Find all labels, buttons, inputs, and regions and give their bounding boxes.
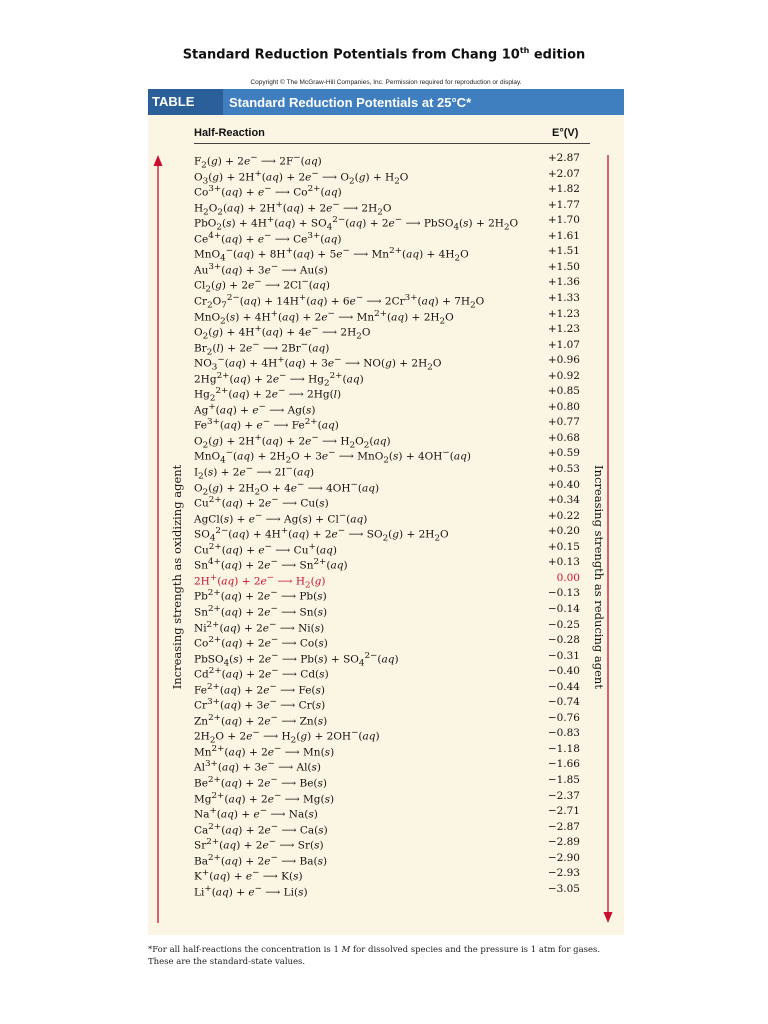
- half-reaction-row: [0, 757, 768, 773]
- half-reaction-row: [0, 680, 768, 696]
- half-reaction-equation: $Co^{2+}(aq) + 2e^-$ ⟶ Co(s): [194, 635, 328, 650]
- half-reaction-equation: $O_2(g) + 2H_2O + 4e^-$ ⟶ 4OH−(aq): [194, 479, 380, 498]
- half-reaction-row: [0, 446, 768, 467]
- reduction-potential-value: +1.23: [547, 323, 580, 336]
- half-reaction-equation: $Au^{3+}(aq) + 3e^-$ ⟶ Au(s): [194, 261, 328, 277]
- document-title-suffix: edition: [529, 47, 586, 63]
- reduction-potential-value: +0.96: [547, 354, 580, 367]
- reduction-potential-value: +1.70: [547, 214, 580, 227]
- half-reaction-row: [0, 602, 768, 618]
- half-reaction-equation: $Co^{3+}(aq) + e^-$ ⟶ $Co^{2+}(aq)$: [194, 184, 342, 199]
- half-reaction-row: [0, 649, 768, 669]
- half-reaction-row: [0, 540, 768, 556]
- reduction-potential-value: +0.85: [547, 385, 580, 398]
- reduction-potential-value: +0.59: [547, 447, 580, 460]
- half-reaction-row: [0, 509, 768, 525]
- half-reaction-equation: $Br_2(l) + 2e^-$ ⟶ 2Br−(aq): [194, 339, 330, 358]
- half-reaction-equation: AgCl(s) + e− ⟶ Ag(s) + Cl−(aq): [194, 510, 368, 526]
- reduction-potential-value: −0.44: [547, 680, 580, 693]
- half-reaction-row: [0, 167, 768, 187]
- table-header-bar: [148, 89, 624, 115]
- document-title: [0, 46, 768, 62]
- reduction-potential-value: +0.40: [547, 478, 580, 491]
- half-reaction-row: [0, 431, 768, 451]
- reduction-potential-value: 0.00: [556, 571, 580, 584]
- half-reaction-equation: $MnO_4^-(aq) + 2H_2O + 3e^-$ ⟶ MnO$_2$(s) + 4OH−(aq): [194, 448, 471, 467]
- reduction-potential-value: +1.77: [547, 198, 580, 211]
- half-reaction-row: [0, 742, 768, 758]
- reduction-potential-value: +1.23: [547, 307, 580, 320]
- half-reaction-equation: MnO$_2$(s) + 4H+(aq) + 2e− ⟶ $Mn^{2+}(aq) + 2H_2O$: [194, 308, 454, 327]
- half-reaction-equation: $Ni^{2+}(aq) + 2e^-$ ⟶ Ni(s): [194, 619, 325, 634]
- reduction-potential-value: −2.90: [547, 851, 580, 864]
- half-reaction-equation: $Cr_2O_7^{2-}(aq) + 14H^+(aq) + 6e^-$ ⟶ $2Cr^{3+}(aq) + 7H_2O$: [194, 292, 485, 311]
- reduction-potential-value: +1.07: [547, 338, 580, 351]
- half-reaction-equation: $H_2O_2(aq) + 2H^+(aq) + 2e^-$ ⟶ $2H_2O$: [194, 199, 392, 218]
- half-reaction-row: [0, 244, 768, 264]
- document-title-text: Standard Reduction Potentials from Chang 10: [182, 47, 520, 63]
- half-reaction-equation: $Cu^{2+}(aq) + 2e^-$ ⟶ Cu(s): [194, 495, 329, 510]
- reduction-potential-value: −0.83: [547, 727, 580, 740]
- half-reaction-equation: $Al^{3+}(aq) + 3e^-$ ⟶ Al(s): [194, 759, 322, 774]
- half-reaction-equation: $NO_3^-(aq) + 4H^+(aq) + 3e^-$ ⟶ $NO(g) + 2H_2O$: [194, 355, 442, 373]
- half-reaction-row: [0, 882, 768, 898]
- half-reaction-equation: $Fe^{2+}(aq) + 2e^-$ ⟶ Fe(s): [194, 681, 325, 697]
- reduction-potential-value: −0.76: [547, 711, 580, 724]
- half-reaction-row: [0, 307, 768, 327]
- reduction-potential-value: −0.13: [547, 587, 580, 600]
- reduction-potential-value: +1.50: [547, 260, 580, 273]
- half-reaction-equation: $Ce^{4+}(aq) + e^-$ ⟶ $Ce^{3+}(aq)$: [194, 230, 342, 246]
- half-reaction-equation: $PbO_2(s) + 4H^+(aq) + SO_4^{2-}(aq) + 2e^-$ ⟶ PbSO$_4$(s) + $2H_2O$: [194, 215, 519, 233]
- half-reaction-equation: $Cr^{3+}(aq) + 3e^-$ ⟶ Cr(s): [194, 697, 326, 712]
- half-reaction-equation: Na+(aq) + e− ⟶ Na(s): [194, 806, 318, 821]
- half-reaction-equation: $Ba^{2+}(aq) + 2e^-$ ⟶ Ba(s): [194, 852, 328, 868]
- half-reaction-equation: $SO_4^{2-}(aq) + 4H^+(aq) + 2e^-$ ⟶ $SO_2(g) + 2H_2O$: [194, 526, 449, 544]
- half-reaction-equation: $Be^{2+}(aq) + 2e^-$ ⟶ Be(s): [194, 775, 328, 790]
- half-reaction-equation: $I_2(s) + 2e^-$ ⟶ 2I−(aq): [194, 464, 315, 482]
- half-reaction-row: [0, 851, 768, 867]
- reduction-potential-value: +0.20: [547, 525, 580, 538]
- half-reaction-row: [0, 695, 768, 711]
- half-reaction-row: [0, 524, 768, 544]
- table-number: TABLE: [148, 89, 223, 115]
- half-reaction-equation: $Sn^{2+}(aq) + 2e^-$ ⟶ Sn(s): [194, 603, 328, 619]
- reduction-potential-value: +0.13: [547, 556, 580, 569]
- reduction-potential-value: −0.74: [547, 696, 580, 709]
- reduction-potential-value: +1.51: [547, 245, 580, 258]
- half-reaction-row: [0, 789, 768, 805]
- reduction-potential-value: −2.89: [547, 836, 580, 849]
- half-reaction-row: [0, 633, 768, 649]
- half-reaction-row: [0, 198, 768, 218]
- reduction-potential-value: +0.80: [547, 400, 580, 413]
- reduction-potential-value: +0.68: [547, 431, 580, 444]
- column-header-potential: E°(V): [552, 127, 579, 139]
- reduction-potential-value: −0.25: [547, 618, 580, 631]
- half-reaction-row: [0, 493, 768, 509]
- half-reaction-row: [0, 400, 768, 416]
- reduction-potential-value: −3.05: [547, 882, 580, 895]
- reduction-potential-value: −1.18: [547, 742, 580, 755]
- half-reaction-equation: $Ca^{2+}(aq) + 2e^-$ ⟶ Ca(s): [194, 821, 328, 837]
- half-reaction-row: [0, 291, 768, 311]
- half-reaction-equation: $2Hg^{2+}(aq) + 2e^-$ ⟶ $Hg_2^{2+}(aq)$: [194, 370, 364, 389]
- table-footnote: *For all half-reactions the concentration is 1 M for dissolved species and the pressure is 1 atm for gases. These are the standard-state values.: [148, 945, 601, 967]
- half-reaction-row: [0, 369, 768, 389]
- reduction-potential-value: +0.53: [547, 463, 580, 475]
- right-arrow-head: [604, 912, 613, 923]
- document-title-sup: th: [519, 46, 530, 55]
- half-reaction-equation: $2H_2O + 2e^-$ ⟶ $H_2(g) + 2OH^-(aq)$: [194, 728, 380, 746]
- half-reaction-equation: $Cd^{2+}(aq) + 2e^-$ ⟶ Cd(s): [194, 666, 329, 681]
- half-reaction-row: [0, 664, 768, 680]
- reduction-potential-value: +1.82: [547, 183, 580, 196]
- half-reaction-equation: $Pb^{2+}(aq) + 2e^-$ ⟶ Pb(s): [194, 588, 327, 603]
- half-reaction-row: [0, 711, 768, 727]
- reduction-potential-value: −2.71: [547, 805, 580, 818]
- reduction-potential-value: +0.34: [547, 494, 580, 507]
- half-reaction-row: [0, 415, 768, 431]
- header-rule: [194, 143, 590, 144]
- half-reaction-row: [0, 182, 768, 198]
- half-reaction-row: [0, 275, 768, 295]
- half-reaction-equation: $Sn^{4+}(aq) + 2e^-$ ⟶ $Sn^{2+}(aq)$: [194, 557, 348, 572]
- half-reaction-row: [0, 820, 768, 836]
- reduction-potential-value: +0.15: [547, 540, 580, 553]
- reduction-potential-value: −2.87: [547, 820, 580, 833]
- half-reaction-equation: 2H+(aq) + 2e− ⟶ $H_2(g)$: [194, 572, 326, 591]
- half-reaction-row: [0, 338, 768, 358]
- half-reaction-row: [0, 229, 768, 245]
- reduction-potential-value: +2.07: [547, 167, 580, 180]
- half-reaction-equation: $Cl_2(g) + 2e^-$ ⟶ 2Cl−(aq): [194, 277, 330, 295]
- reduction-potential-value: +1.33: [547, 291, 580, 304]
- half-reaction-row: [0, 586, 768, 602]
- reduction-potential-value: −2.93: [547, 867, 580, 880]
- half-reaction-equation: $O_2(g) + 2H^+(aq) + 2e^-$ ⟶ $H_2O_2(aq)$: [194, 432, 391, 451]
- reduction-potential-value: −1.66: [547, 758, 580, 771]
- reduction-potential-value: +1.61: [547, 229, 580, 242]
- half-reaction-row: [0, 322, 768, 342]
- half-reaction-equation: MnO$_4$−(aq) + 8H+(aq) + 5e− ⟶ $Mn^{2+}(aq) + 4H_2O$: [194, 246, 469, 264]
- half-reaction-row: [0, 835, 768, 851]
- half-reaction-row: [0, 260, 768, 276]
- half-reaction-equation: $O_2(g) + 4H^+(aq) + 4e^-$ ⟶ $2H_2O$: [194, 324, 371, 342]
- reduction-potential-value: −2.37: [547, 789, 580, 802]
- oxidizing-agent-axis-label: Increasing strength as oxidizing agent: [170, 464, 184, 690]
- half-reaction-equation: $O_3(g) + 2H^+(aq) + 2e^-$ ⟶ $O_2(g) + H_2O$: [194, 168, 409, 187]
- half-reaction-equation: $Sr^{2+}(aq) + 2e^-$ ⟶ Sr(s): [194, 837, 324, 852]
- half-reaction-equation: $Mg^{2+}(aq) + 2e^-$ ⟶ Mg(s): [194, 790, 335, 806]
- copyright-notice: Copyright © The McGraw-Hill Companies, Inc. Permission required for reproduction or display.: [250, 79, 522, 86]
- reduction-potential-value: −1.85: [547, 774, 580, 786]
- half-reaction-equation: $Zn^{2+}(aq) + 2e^-$ ⟶ Zn(s): [194, 712, 328, 728]
- reducing-agent-axis-label: Increasing strength as reducing agent: [592, 465, 606, 689]
- half-reaction-row: [0, 555, 768, 571]
- reduction-potential-value: −0.28: [547, 634, 580, 647]
- half-reaction-row: [0, 726, 768, 746]
- half-reaction-row: [0, 384, 768, 404]
- half-reaction-row: [0, 151, 768, 171]
- half-reaction-equation: PbSO$_4$(s) + 2e− ⟶ $Pb(s) + SO_4^{2-}(aq)$: [194, 650, 399, 669]
- half-reaction-row: [0, 462, 768, 482]
- reduction-potential-value: +0.92: [547, 369, 580, 382]
- reduction-potential-value: +0.77: [547, 416, 580, 429]
- half-reaction-row: [0, 478, 768, 498]
- half-reaction-equation: Ag+(aq) + e− ⟶ Ag(s): [194, 401, 316, 417]
- half-reaction-equation: $Hg_2^{2+}(aq) + 2e^-$ ⟶ 2Hg(l): [194, 386, 342, 404]
- half-reaction-equation: K+(aq) + e− ⟶ K(s): [194, 868, 303, 883]
- reduction-potential-value: +2.87: [547, 152, 580, 164]
- half-reaction-row: [0, 213, 768, 233]
- half-reaction-row: [0, 866, 768, 882]
- column-header-reaction: Half-Reaction: [194, 127, 265, 139]
- half-reaction-row: [0, 353, 768, 373]
- reduction-potential-value: −0.40: [547, 665, 580, 678]
- half-reaction-equation: Li+(aq) + e− ⟶ Li(s): [194, 883, 308, 899]
- reduction-potential-value: +0.22: [547, 509, 580, 522]
- reduction-potential-value: +1.36: [547, 276, 580, 289]
- half-reaction-equation: $Fe^{3+}(aq) + e^-$ ⟶ $Fe^{2+}(aq)$: [194, 417, 339, 432]
- half-reaction-row: [0, 804, 768, 820]
- reduction-potential-value: −0.14: [547, 602, 580, 615]
- half-reaction-equation: $F_2(g) + 2e^-$ ⟶ 2F−(aq): [194, 153, 322, 171]
- half-reaction-row: [0, 773, 768, 789]
- half-reaction-equation: $Mn^{2+}(aq) + 2e^-$ ⟶ Mn(s): [194, 743, 335, 759]
- half-reaction-row: [0, 571, 768, 591]
- table-title: Standard Reduction Potentials at 25°C*: [229, 94, 472, 110]
- reduction-potential-value: −0.31: [547, 649, 580, 662]
- half-reaction-equation: $Cu^{2+}(aq) + e^-$ ⟶ Cu+(aq): [194, 541, 338, 557]
- half-reaction-row: [0, 618, 768, 634]
